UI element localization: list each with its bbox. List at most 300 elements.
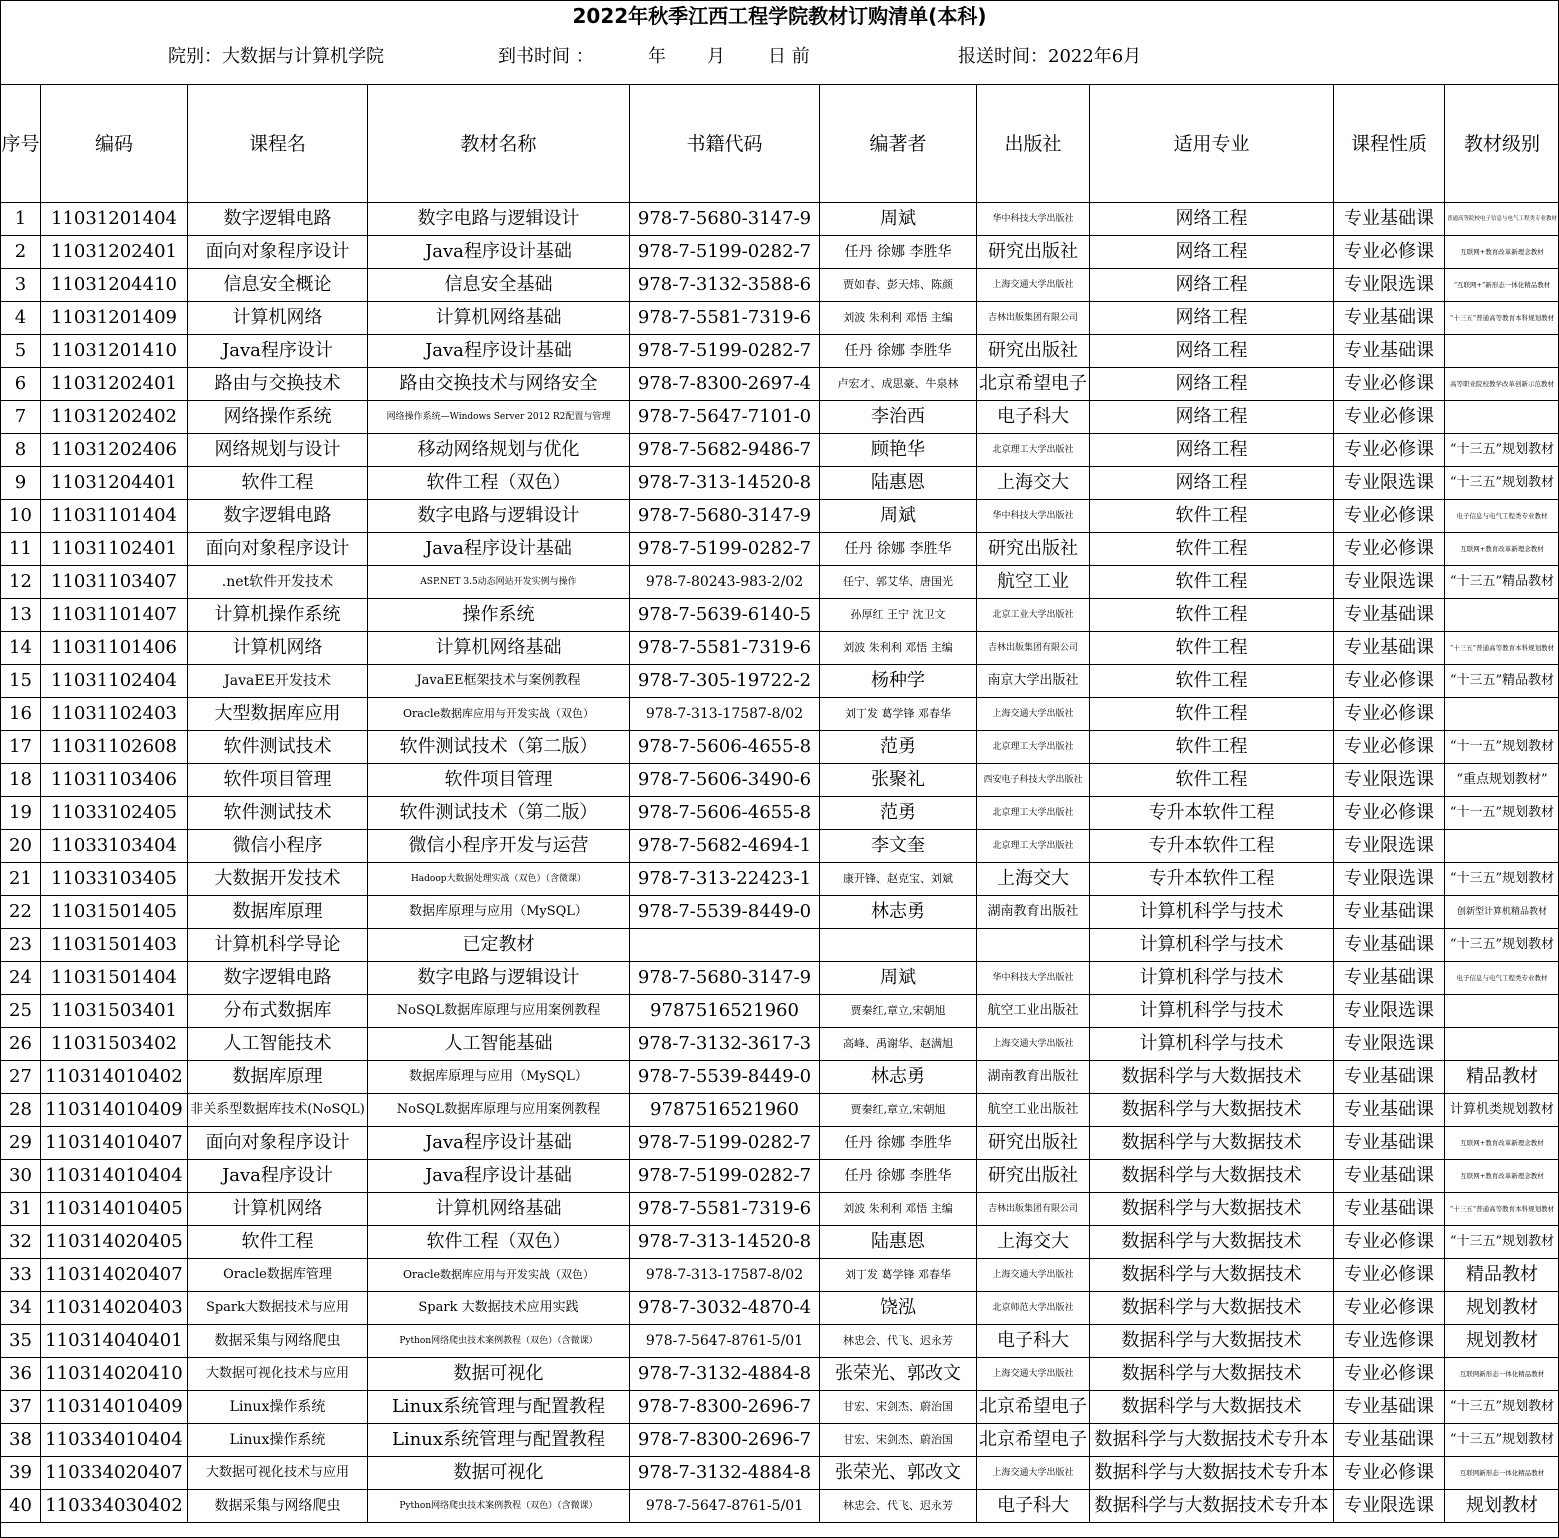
cell-course-type: 专业必修课 <box>1334 1358 1445 1391</box>
cell-major: 网络工程 <box>1090 467 1334 500</box>
cell-author: 范勇 <box>820 731 977 764</box>
cell-isbn: 978-7-5682-9486-7 <box>630 434 820 467</box>
cell-textbook: Python网络爬虫技术案例教程（双色）（含微课） <box>368 1325 630 1358</box>
cell-seq: 12 <box>1 566 41 599</box>
cell-major: 软件工程 <box>1090 731 1334 764</box>
cell-level: 规划教材 <box>1445 1325 1559 1358</box>
header-isbn: 书籍代码 <box>630 85 820 203</box>
cell-course: 数字逻辑电路 <box>188 203 368 236</box>
cell-course: 软件工程 <box>188 1226 368 1259</box>
cell-textbook: Python网络爬虫技术案例教程（双色）（含微课） <box>368 1490 630 1523</box>
cell-textbook: 移动网络规划与优化 <box>368 434 630 467</box>
cell-course: Java程序设计 <box>188 335 368 368</box>
cell-course-type: 专业基础课 <box>1334 335 1445 368</box>
cell-level <box>1445 335 1559 368</box>
cell-major: 软件工程 <box>1090 599 1334 632</box>
header-row <box>1 85 1559 203</box>
cell-publisher: 西安电子科技大学出版社 <box>977 764 1090 797</box>
cell-publisher: 华中科技大学出版社 <box>977 962 1090 995</box>
cell-course-type: 专业基础课 <box>1334 962 1445 995</box>
cell-author: 任丹 徐娜 李胜华 <box>820 1127 977 1160</box>
cell-course: 网络操作系统 <box>188 401 368 434</box>
cell-publisher: 上海交通大学出版社 <box>977 1028 1090 1061</box>
cell-course-type: 专业基础课 <box>1334 1391 1445 1424</box>
cell-author: 范勇 <box>820 797 977 830</box>
table-row <box>1 1457 1559 1490</box>
cell-seq: 29 <box>1 1127 41 1160</box>
cell-author: 刘丁发 葛学锋 邓春华 <box>820 698 977 731</box>
cell-isbn: 978-7-313-22423-1 <box>630 863 820 896</box>
cell-level: 精品教材 <box>1445 1061 1559 1094</box>
cell-seq: 35 <box>1 1325 41 1358</box>
cell-seq: 30 <box>1 1160 41 1193</box>
table-row <box>1 368 1559 401</box>
cell-major: 计算机科学与技术 <box>1090 962 1334 995</box>
cell-publisher: 上海交大 <box>977 1226 1090 1259</box>
cell-publisher: 南京大学出版社 <box>977 665 1090 698</box>
cell-publisher: 研究出版社 <box>977 1160 1090 1193</box>
cell-isbn: 978-7-5199-0282-7 <box>630 1160 820 1193</box>
cell-course-type: 专业基础课 <box>1334 1094 1445 1127</box>
cell-isbn: 978-7-5581-7319-6 <box>630 632 820 665</box>
cell-isbn: 978-7-5199-0282-7 <box>630 236 820 269</box>
cell-level: 互联网+教育改革新理念教材 <box>1445 1160 1559 1193</box>
cell-isbn: 978-7-5647-8761-5/01 <box>630 1325 820 1358</box>
cell-code: 110314020410 <box>41 1358 188 1391</box>
cell-course: 大数据可视化技术与应用 <box>188 1457 368 1490</box>
cell-course: 数据采集与网络爬虫 <box>188 1490 368 1523</box>
cell-major: 网络工程 <box>1090 401 1334 434</box>
cell-code: 11033103405 <box>41 863 188 896</box>
header-course: 课程名 <box>188 85 368 203</box>
table-row <box>1 632 1559 665</box>
cell-course: 软件工程 <box>188 467 368 500</box>
cell-publisher: 华中科技大学出版社 <box>977 500 1090 533</box>
cell-code: 11031202402 <box>41 401 188 434</box>
cell-author: 任丹 徐娜 李胜华 <box>820 533 977 566</box>
cell-course-type: 专业必修课 <box>1334 698 1445 731</box>
cell-author: 高峰、禹谢华、赵满旭 <box>820 1028 977 1061</box>
header-textbook: 教材名称 <box>368 85 630 203</box>
cell-seq: 16 <box>1 698 41 731</box>
cell-course-type: 专业基础课 <box>1334 1127 1445 1160</box>
cell-code: 11031201404 <box>41 203 188 236</box>
arrival-year: 年 <box>648 46 666 67</box>
cell-course-type: 专业选修课 <box>1334 1325 1445 1358</box>
cell-textbook: 软件工程（双色） <box>368 1226 630 1259</box>
cell-level: “十三五”精品教材 <box>1445 665 1559 698</box>
cell-course-type: 专业基础课 <box>1334 929 1445 962</box>
cell-code: 110334030402 <box>41 1490 188 1523</box>
cell-seq: 13 <box>1 599 41 632</box>
cell-seq: 27 <box>1 1061 41 1094</box>
cell-publisher: 湖南教育出版社 <box>977 896 1090 929</box>
cell-course: 大型数据库应用 <box>188 698 368 731</box>
cell-textbook: Java程序设计基础 <box>368 1127 630 1160</box>
cell-level: “十三五”普通高等教育本科规划教材 <box>1445 632 1559 665</box>
cell-publisher: 上海交通大学出版社 <box>977 269 1090 302</box>
cell-level <box>1445 698 1559 731</box>
cell-code: 11031204410 <box>41 269 188 302</box>
cell-major: 计算机科学与技术 <box>1090 995 1334 1028</box>
cell-publisher: 北京师范大学出版社 <box>977 1292 1090 1325</box>
cell-textbook: 数字电路与逻辑设计 <box>368 962 630 995</box>
cell-course-type: 专业限选课 <box>1334 269 1445 302</box>
cell-textbook: ASP.NET 3.5动态网站开发实例与操作 <box>368 566 630 599</box>
cell-seq: 20 <box>1 830 41 863</box>
cell-author <box>820 929 977 962</box>
cell-textbook: 操作系统 <box>368 599 630 632</box>
cell-course: 路由与交换技术 <box>188 368 368 401</box>
cell-major: 软件工程 <box>1090 566 1334 599</box>
cell-code: 110314010409 <box>41 1391 188 1424</box>
cell-code: 11031202401 <box>41 236 188 269</box>
cell-textbook: 数字电路与逻辑设计 <box>368 500 630 533</box>
cell-isbn: 978-7-3132-4884-8 <box>630 1457 820 1490</box>
cell-publisher: 电子科大 <box>977 1325 1090 1358</box>
cell-level: “十一五”规划教材 <box>1445 731 1559 764</box>
cell-isbn: 978-7-5199-0282-7 <box>630 335 820 368</box>
cell-major: 网络工程 <box>1090 302 1334 335</box>
cell-publisher: 上海交通大学出版社 <box>977 1259 1090 1292</box>
cell-publisher: 上海交通大学出版社 <box>977 698 1090 731</box>
table-row <box>1 335 1559 368</box>
cell-isbn: 978-7-5581-7319-6 <box>630 1193 820 1226</box>
cell-code: 110334010404 <box>41 1424 188 1457</box>
cell-level: “十三五”普通高等教育本科规划教材 <box>1445 1193 1559 1226</box>
cell-major: 数据科学与大数据技术 <box>1090 1127 1334 1160</box>
cell-author: 刘波 朱利利 邓悟 主编 <box>820 302 977 335</box>
cell-course: Linux操作系统 <box>188 1424 368 1457</box>
cell-isbn: 978-7-3032-4870-4 <box>630 1292 820 1325</box>
cell-course-type: 专业必修课 <box>1334 434 1445 467</box>
cell-level: “十三五”规划教材 <box>1445 863 1559 896</box>
cell-textbook: 计算机网络基础 <box>368 1193 630 1226</box>
cell-textbook: Linux系统管理与配置教程 <box>368 1424 630 1457</box>
cell-author: 张荣光、郭改文 <box>820 1358 977 1391</box>
cell-course-type: 专业基础课 <box>1334 632 1445 665</box>
cell-author: 卢宏才、成思豪、牛泉林 <box>820 368 977 401</box>
cell-course-type: 专业基础课 <box>1334 302 1445 335</box>
cell-publisher: 北京理工大学出版社 <box>977 797 1090 830</box>
cell-author: 李治西 <box>820 401 977 434</box>
cell-course-type: 专业必修课 <box>1334 1292 1445 1325</box>
cell-publisher: 北京理工大学出版社 <box>977 830 1090 863</box>
cell-isbn: 978-7-5647-7101-0 <box>630 401 820 434</box>
cell-isbn: 978-7-313-17587-8/02 <box>630 1259 820 1292</box>
cell-textbook: 软件测试技术（第二版） <box>368 797 630 830</box>
cell-isbn: 978-7-313-17587-8/02 <box>630 698 820 731</box>
cell-code: 110314010402 <box>41 1061 188 1094</box>
cell-textbook: Java程序设计基础 <box>368 335 630 368</box>
cell-author: 林忠会、代飞、迟永芳 <box>820 1325 977 1358</box>
table-row <box>1 863 1559 896</box>
cell-author: 陆惠恩 <box>820 1226 977 1259</box>
table-row <box>1 1193 1559 1226</box>
cell-major: 专升本软件工程 <box>1090 863 1334 896</box>
cell-isbn: 978-7-5647-8761-5/01 <box>630 1490 820 1523</box>
cell-course-type: 专业必修课 <box>1334 368 1445 401</box>
cell-seq: 36 <box>1 1358 41 1391</box>
cell-textbook: 人工智能基础 <box>368 1028 630 1061</box>
cell-level <box>1445 830 1559 863</box>
cell-isbn: 978-7-313-14520-8 <box>630 1226 820 1259</box>
cell-code: 11031501404 <box>41 962 188 995</box>
cell-course-type: 专业限选课 <box>1334 467 1445 500</box>
table-row <box>1 929 1559 962</box>
table-row <box>1 797 1559 830</box>
cell-major: 软件工程 <box>1090 665 1334 698</box>
cell-course-type: 专业必修课 <box>1334 1226 1445 1259</box>
cell-level <box>1445 995 1559 1028</box>
cell-major: 网络工程 <box>1090 203 1334 236</box>
cell-isbn: 978-7-5606-4655-8 <box>630 797 820 830</box>
cell-seq: 21 <box>1 863 41 896</box>
college-label: 院别：大数据与计算机学院 <box>168 46 384 67</box>
header-course-type: 课程性质 <box>1334 85 1445 203</box>
cell-level <box>1445 401 1559 434</box>
cell-seq: 40 <box>1 1490 41 1523</box>
cell-publisher: 吉林出版集团有限公司 <box>977 302 1090 335</box>
cell-seq: 3 <box>1 269 41 302</box>
cell-textbook: 数据库原理与应用（MySQL） <box>368 1061 630 1094</box>
cell-publisher: 电子科大 <box>977 401 1090 434</box>
cell-isbn: 978-7-8300-2696-7 <box>630 1391 820 1424</box>
table-row <box>1 1325 1559 1358</box>
cell-course: Java程序设计 <box>188 1160 368 1193</box>
cell-code: 11031102401 <box>41 533 188 566</box>
cell-textbook: Java程序设计基础 <box>368 236 630 269</box>
cell-isbn: 978-7-5680-3147-9 <box>630 500 820 533</box>
cell-publisher: 北京希望电子 <box>977 1424 1090 1457</box>
cell-seq: 32 <box>1 1226 41 1259</box>
cell-code: 11033103404 <box>41 830 188 863</box>
cell-seq: 33 <box>1 1259 41 1292</box>
cell-author: 孙厚红 王宁 沈卫文 <box>820 599 977 632</box>
cell-level: 高等职业院校教学改革创新示范教材 <box>1445 368 1559 401</box>
cell-seq: 39 <box>1 1457 41 1490</box>
cell-level: “十三五”精品教材 <box>1445 566 1559 599</box>
cell-code: 11031201410 <box>41 335 188 368</box>
cell-isbn: 978-7-5606-4655-8 <box>630 731 820 764</box>
table-row <box>1 1226 1559 1259</box>
cell-publisher: 北京理工大学出版社 <box>977 434 1090 467</box>
cell-textbook: 已定教材 <box>368 929 630 962</box>
cell-major: 数据科学与大数据技术专升本 <box>1090 1457 1334 1490</box>
cell-course: 大数据可视化技术与应用 <box>188 1358 368 1391</box>
cell-publisher: 航空工业 <box>977 566 1090 599</box>
cell-publisher: 航空工业出版社 <box>977 1094 1090 1127</box>
cell-course-type: 专业必修课 <box>1334 731 1445 764</box>
cell-major: 数据科学与大数据技术 <box>1090 1292 1334 1325</box>
table-row <box>1 500 1559 533</box>
cell-level: “十一五”规划教材 <box>1445 797 1559 830</box>
cell-code: 11031202401 <box>41 368 188 401</box>
cell-course: 计算机科学导论 <box>188 929 368 962</box>
cell-level: 互联网+教育改革新理念教材 <box>1445 533 1559 566</box>
cell-major: 网络工程 <box>1090 368 1334 401</box>
cell-seq: 34 <box>1 1292 41 1325</box>
cell-author: 李文奎 <box>820 830 977 863</box>
cell-level: 规划教材 <box>1445 1490 1559 1523</box>
cell-publisher: 吉林出版集团有限公司 <box>977 632 1090 665</box>
table-row <box>1 1028 1559 1061</box>
cell-course-type: 专业基础课 <box>1334 1424 1445 1457</box>
cell-textbook: 数据可视化 <box>368 1358 630 1391</box>
cell-isbn: 978-7-5680-3147-9 <box>630 962 820 995</box>
cell-publisher: 华中科技大学出版社 <box>977 203 1090 236</box>
cell-textbook: 信息安全基础 <box>368 269 630 302</box>
cell-major: 数据科学与大数据技术专升本 <box>1090 1490 1334 1523</box>
cell-level: 互联网+教育改革新理念教材 <box>1445 1127 1559 1160</box>
cell-code: 110314010405 <box>41 1193 188 1226</box>
cell-level: “十三五”规划教材 <box>1445 1391 1559 1424</box>
cell-isbn: 978-7-5606-3490-6 <box>630 764 820 797</box>
cell-level: “十三五”规划教材 <box>1445 1424 1559 1457</box>
cell-seq: 11 <box>1 533 41 566</box>
cell-isbn: 9787516521960 <box>630 995 820 1028</box>
textbook-table <box>0 84 1559 1523</box>
table-row <box>1 1424 1559 1457</box>
table-row <box>1 269 1559 302</box>
cell-code: 11031204401 <box>41 467 188 500</box>
cell-seq: 25 <box>1 995 41 1028</box>
cell-textbook: Hadoop大数据处理实战（双色）（含微课） <box>368 863 630 896</box>
cell-publisher: 研究出版社 <box>977 335 1090 368</box>
cell-major: 计算机科学与技术 <box>1090 896 1334 929</box>
cell-isbn: 978-7-5199-0282-7 <box>630 1127 820 1160</box>
header-author: 编著者 <box>820 85 977 203</box>
table-row <box>1 764 1559 797</box>
table-row <box>1 1490 1559 1523</box>
page-title: 2022年秋季江西工程学院教材订购清单(本科) <box>572 4 987 28</box>
cell-major: 计算机科学与技术 <box>1090 1028 1334 1061</box>
cell-author: 顾艳华 <box>820 434 977 467</box>
cell-course: Spark大数据技术与应用 <box>188 1292 368 1325</box>
cell-course-type: 专业基础课 <box>1334 599 1445 632</box>
cell-isbn: 978-7-3132-4884-8 <box>630 1358 820 1391</box>
cell-author: 林忠会、代飞、迟永芳 <box>820 1490 977 1523</box>
submit-time: 报送时间：2022年6月 <box>958 46 1142 67</box>
arrival-month: 月 <box>707 46 725 67</box>
cell-code: 11031102404 <box>41 665 188 698</box>
cell-isbn: 978-7-5539-8449-0 <box>630 1061 820 1094</box>
cell-level: 计算机类规划教材 <box>1445 1094 1559 1127</box>
cell-course-type: 专业限选课 <box>1334 566 1445 599</box>
cell-isbn: 978-7-5539-8449-0 <box>630 896 820 929</box>
cell-code: 11033102405 <box>41 797 188 830</box>
cell-course: 信息安全概论 <box>188 269 368 302</box>
cell-textbook: 微信小程序开发与运营 <box>368 830 630 863</box>
cell-course-type: 专业限选课 <box>1334 863 1445 896</box>
cell-author: 刘波 朱利利 邓悟 主编 <box>820 632 977 665</box>
cell-course-type: 专业限选课 <box>1334 764 1445 797</box>
cell-isbn: 978-7-3132-3588-6 <box>630 269 820 302</box>
cell-course: 人工智能技术 <box>188 1028 368 1061</box>
cell-author: 林志勇 <box>820 1061 977 1094</box>
cell-author: 林志勇 <box>820 896 977 929</box>
cell-textbook: JavaEE框架技术与案例教程 <box>368 665 630 698</box>
cell-major: 网络工程 <box>1090 269 1334 302</box>
cell-textbook: Linux系统管理与配置教程 <box>368 1391 630 1424</box>
cell-major: 专升本软件工程 <box>1090 830 1334 863</box>
table-row <box>1 566 1559 599</box>
table-row <box>1 1391 1559 1424</box>
header-publisher: 出版社 <box>977 85 1090 203</box>
cell-code: 11031501405 <box>41 896 188 929</box>
cell-author: 任丹 徐娜 李胜华 <box>820 236 977 269</box>
cell-seq: 7 <box>1 401 41 434</box>
cell-major: 软件工程 <box>1090 632 1334 665</box>
cell-major: 软件工程 <box>1090 500 1334 533</box>
cell-seq: 15 <box>1 665 41 698</box>
cell-major: 数据科学与大数据技术 <box>1090 1325 1334 1358</box>
cell-code: 11031101407 <box>41 599 188 632</box>
cell-seq: 23 <box>1 929 41 962</box>
table-row <box>1 665 1559 698</box>
cell-seq: 22 <box>1 896 41 929</box>
cell-course-type: 专业必修课 <box>1334 1259 1445 1292</box>
cell-course: JavaEE开发技术 <box>188 665 368 698</box>
cell-publisher: 航空工业出版社 <box>977 995 1090 1028</box>
arrival-label: 到书时间 ： <box>498 46 594 67</box>
cell-level: 普通高等院校电子信息与电气工程类专业教材 <box>1445 203 1559 236</box>
table-row <box>1 434 1559 467</box>
cell-author: 刘丁发 葛学锋 邓春华 <box>820 1259 977 1292</box>
cell-seq: 2 <box>1 236 41 269</box>
table-row <box>1 1127 1559 1160</box>
cell-textbook: 软件工程（双色） <box>368 467 630 500</box>
cell-seq: 6 <box>1 368 41 401</box>
cell-seq: 18 <box>1 764 41 797</box>
cell-author: 周斌 <box>820 500 977 533</box>
cell-level: 互联网新形态一体化精品教材 <box>1445 1457 1559 1490</box>
arrival-day: 日 前 <box>768 46 810 67</box>
cell-publisher: 上海交大 <box>977 863 1090 896</box>
cell-publisher: 上海交大 <box>977 467 1090 500</box>
table-row <box>1 896 1559 929</box>
cell-course-type: 专业限选课 <box>1334 995 1445 1028</box>
cell-course: 计算机网络 <box>188 1193 368 1226</box>
cell-course: 软件测试技术 <box>188 731 368 764</box>
cell-course-type: 专业基础课 <box>1334 1160 1445 1193</box>
cell-seq: 19 <box>1 797 41 830</box>
table-row <box>1 1061 1559 1094</box>
cell-isbn: 978-7-8300-2697-4 <box>630 368 820 401</box>
cell-level: “十三五”普通高等教育本科规划教材 <box>1445 302 1559 335</box>
cell-code: 110314020403 <box>41 1292 188 1325</box>
cell-seq: 14 <box>1 632 41 665</box>
cell-code: 11031202406 <box>41 434 188 467</box>
cell-course: 面向对象程序设计 <box>188 1127 368 1160</box>
cell-publisher: 上海交通大学出版社 <box>977 1358 1090 1391</box>
cell-code: 11031101406 <box>41 632 188 665</box>
table-row <box>1 1160 1559 1193</box>
cell-textbook: 计算机网络基础 <box>368 302 630 335</box>
cell-isbn: 978-7-80243-983-2/02 <box>630 566 820 599</box>
cell-seq: 8 <box>1 434 41 467</box>
cell-textbook: Java程序设计基础 <box>368 1160 630 1193</box>
cell-major: 软件工程 <box>1090 764 1334 797</box>
cell-course: 计算机网络 <box>188 632 368 665</box>
cell-course-type: 专业基础课 <box>1334 1061 1445 1094</box>
cell-level: 电子信息与电气工程类专业教材 <box>1445 500 1559 533</box>
cell-course: 软件项目管理 <box>188 764 368 797</box>
cell-textbook: Oracle数据库应用与开发实战（双色） <box>368 1259 630 1292</box>
cell-course: 面向对象程序设计 <box>188 533 368 566</box>
cell-textbook: 路由交换技术与网络安全 <box>368 368 630 401</box>
cell-code: 11031101404 <box>41 500 188 533</box>
